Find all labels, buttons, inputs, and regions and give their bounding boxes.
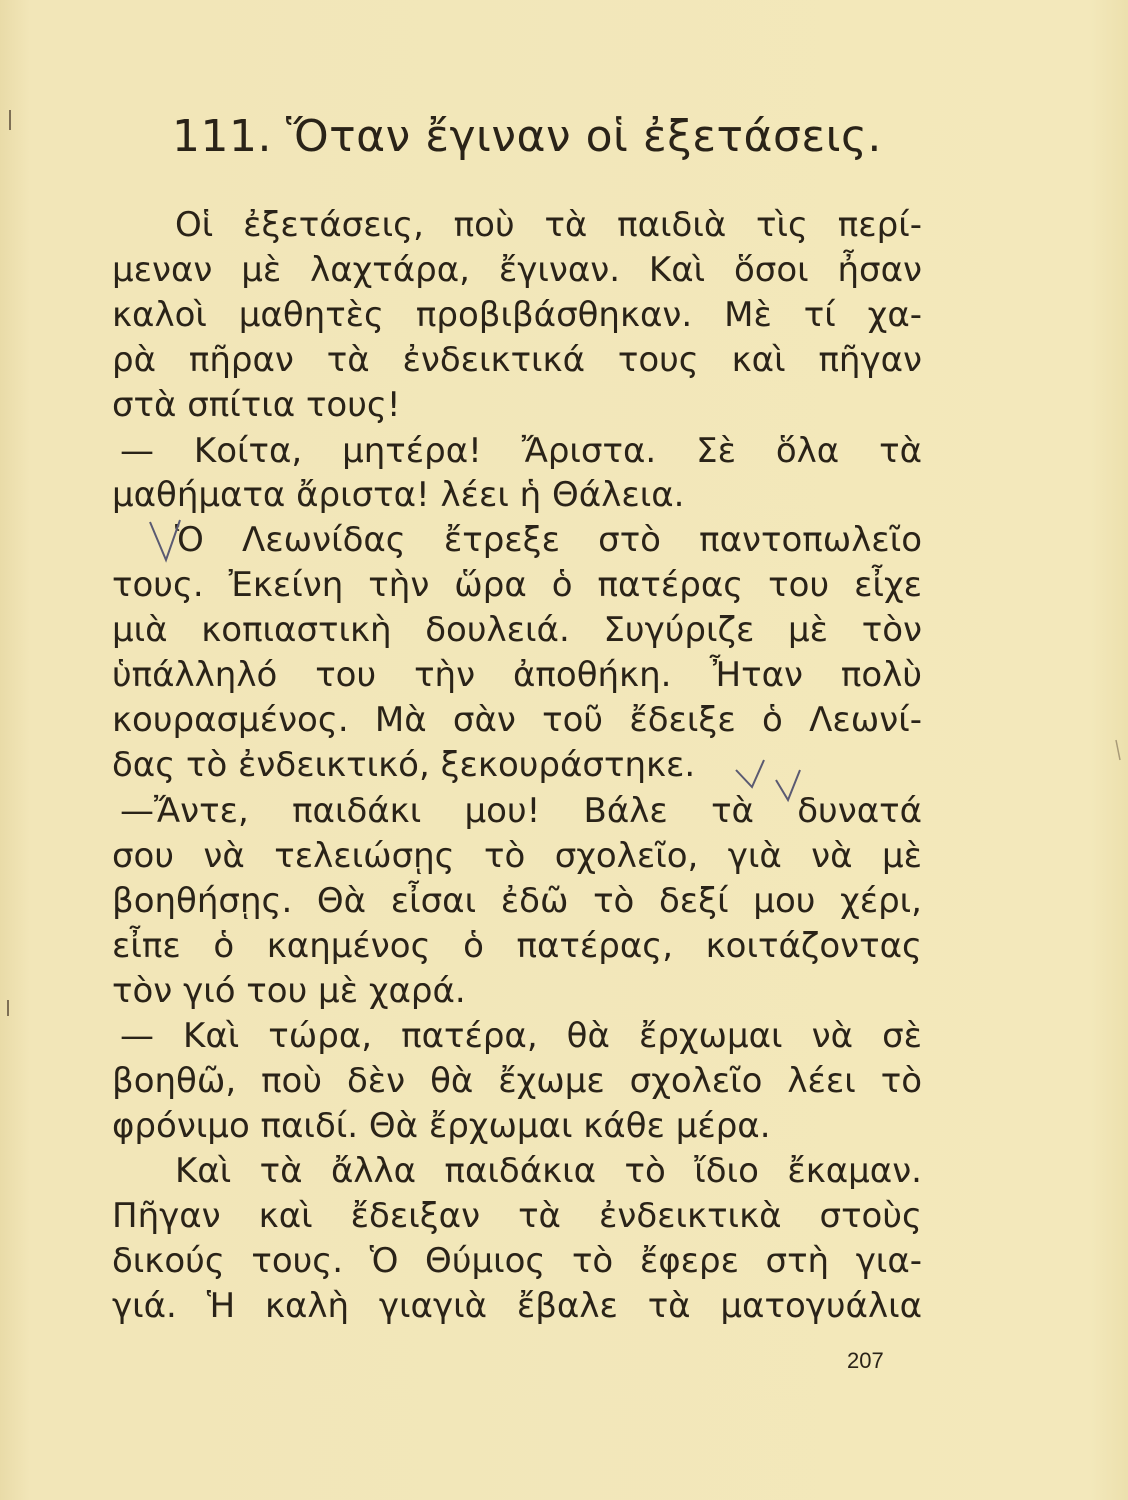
text-line: μαθήματα ἄριστα! λέει ἡ Θάλεια. bbox=[112, 475, 685, 515]
text-line: —Ἄντε, παιδάκι μου! Βάλε τὰ δυνατά bbox=[120, 791, 922, 831]
text-line: Ὁ Λεωνίδας ἔτρεξε στὸ παντοπωλεῖο bbox=[175, 520, 922, 560]
chapter-title bbox=[172, 110, 882, 164]
text-line: δας τὸ ἐνδεικτικό, ξεκουράστηκε. bbox=[112, 745, 696, 785]
text-line: βοηθῶ, ποὺ δὲν θὰ ἔχωμε σχολεῖο λέει τὸ bbox=[112, 1061, 922, 1101]
page-number: 207 bbox=[847, 1348, 884, 1373]
text-line: εἶπε ὁ καημένος ὁ πατέρας, κοιτάζοντας bbox=[112, 926, 922, 966]
text-line: ρὰ πῆραν τὰ ἐνδεικτικά τους καὶ πῆγαν bbox=[112, 340, 922, 380]
text-line: ὑπάλληλό του τὴν ἀποθήκη. Ἦταν πολὺ bbox=[112, 655, 922, 695]
text-line: Οἱ ἐξετάσεις, ποὺ τὰ παιδιὰ τὶς περί- bbox=[175, 205, 922, 245]
margin-tick bbox=[1116, 740, 1120, 760]
text-line: κουρασμένος. Μὰ σὰν τοῦ ἔδειξε ὁ Λεωνί- bbox=[112, 700, 922, 740]
text-line: Πῆγαν καὶ ἔδειξαν τὰ ἐνδεικτικὰ στοὺς bbox=[112, 1196, 922, 1236]
text-line: βοηθήσῃς. Θὰ εἶσαι ἐδῶ τὸ δεξί μου χέρι, bbox=[112, 881, 922, 921]
text-line: φρόνιμο παιδί. Θὰ ἔρχωμαι κάθε μέρα. bbox=[112, 1106, 771, 1146]
text-line: δικούς τους. Ὁ Θύμιος τὸ ἔφερε στὴ για- bbox=[112, 1241, 922, 1281]
text-line: σου νὰ τελειώσῃς τὸ σχολεῖο, γιὰ νὰ μὲ bbox=[112, 836, 922, 876]
text-line: μιὰ κοπιαστικὴ δουλειά. Συγύριζε μὲ τὸν bbox=[112, 610, 922, 650]
text-line: — Καὶ τώρα, πατέρα, θὰ ἔρχωμαι νὰ σὲ bbox=[120, 1016, 922, 1056]
chapter-title-text: Ὅταν ἔγιναν οἱ ἐξετάσεις. bbox=[285, 111, 882, 162]
text-line: τους. Ἐκείνη τὴν ὥρα ὁ πατέρας του εἶχε bbox=[112, 565, 922, 605]
chapter-number: 111. bbox=[172, 111, 272, 162]
text-line: Καὶ τὰ ἄλλα παιδάκια τὸ ἴδιο ἔκαμαν. bbox=[175, 1151, 922, 1191]
text-line: στὰ σπίτια τους! bbox=[112, 385, 401, 425]
text-line: τὸν γιό του μὲ χαρά. bbox=[112, 971, 466, 1011]
text-line: γιά. Ἡ καλὴ γιαγιὰ ἔβαλε τὰ ματογυάλια bbox=[112, 1286, 922, 1326]
text-line: — Κοίτα, μητέρα! Ἄριστα. Σὲ ὅλα τὰ bbox=[120, 431, 922, 471]
text-line: καλοὶ μαθητὲς προβιβάσθηκαν. Μὲ τί χα- bbox=[112, 295, 922, 335]
text-line: μεναν μὲ λαχτάρα, ἔγιναν. Καὶ ὅσοι ἦσαν bbox=[112, 250, 922, 290]
